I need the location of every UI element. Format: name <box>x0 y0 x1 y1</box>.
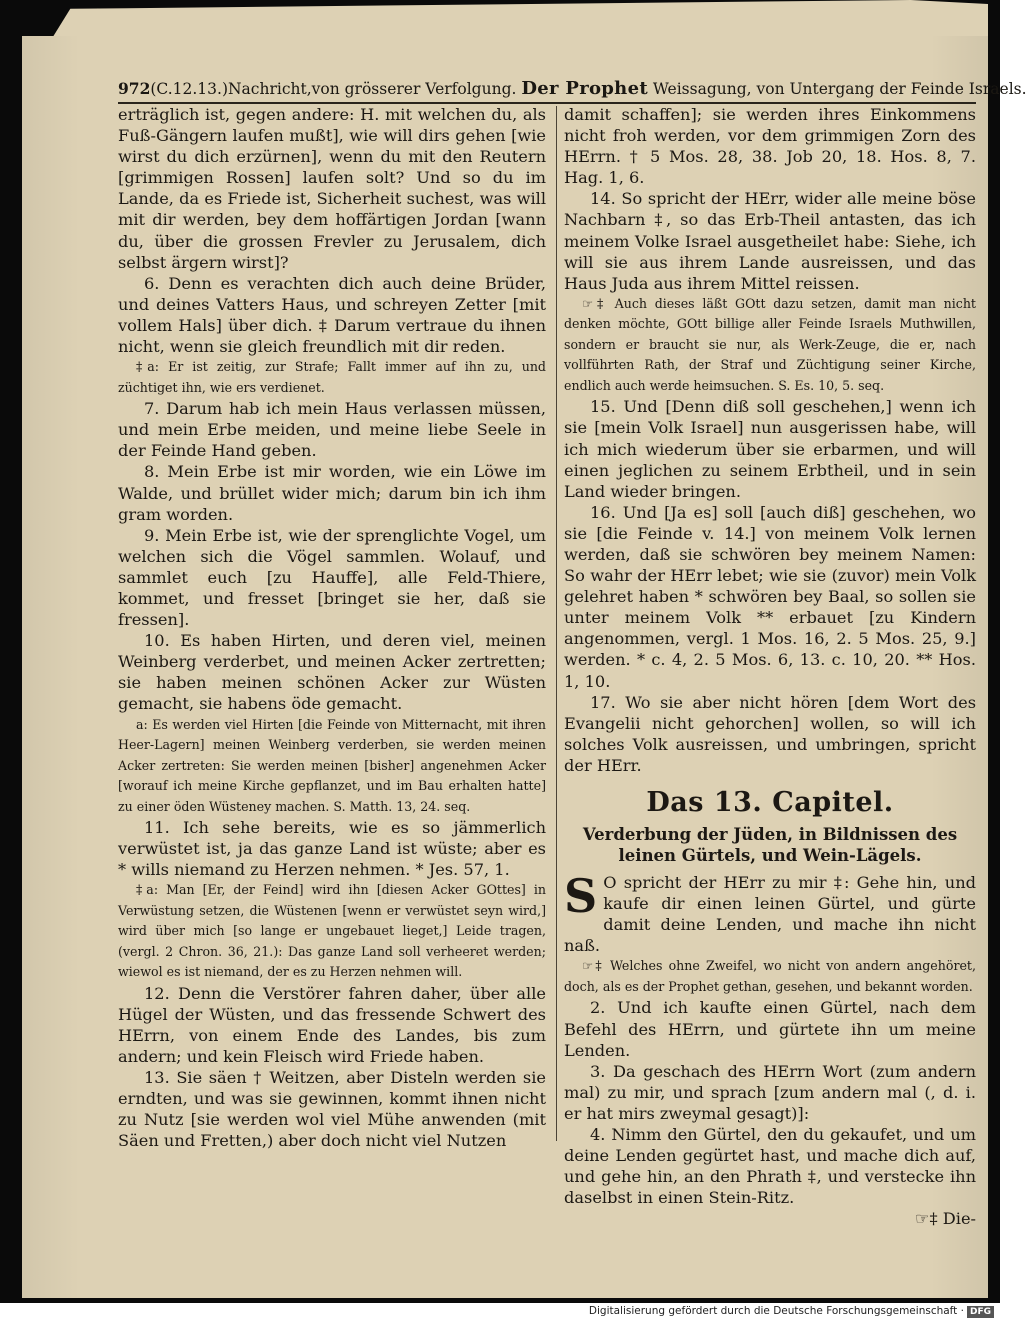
dfg-logo: DFG <box>967 1306 994 1318</box>
chapter-title: Das 13. Capitel. <box>646 787 894 819</box>
verse-text: O spricht der HErr zu mir ‡: Gehe hin, und kaufe dir einen leinen Gürtel, und gürte damit deine Lenden, und mache ihn nicht naß. <box>564 873 976 956</box>
verse: 17. Wo sie aber nicht hören [dem Wort des Evangelii nicht gehorchen] wollen, so will ich solches Volk ausreissen, und umbringen, spricht der HErr. <box>564 692 976 775</box>
continued-text: erträglich ist, gegen andere: H. mit welchen du, als Fuß-Gängern laufen mußt], wie will dirs gehen [wie wirst du dich erzürnen], wenn du mit den Reutern [grimmigen Rossen] laufen solt? Und so du im Lande, da es Friede ist, Sicherheit suchest, was will mit dir werden, bey dem hoffärtigen Jordan [wann du, über die grossen Frevler zu Jerusalem, dich selbst ärgern wirst]? <box>118 105 546 272</box>
commentary-note: ☞‡ Auch dieses läßt GOtt dazu setzen, damit man nicht denken möchte, GOtt billige aller Feinde Israels Muthwillen, sondern er braucht sie nur, als Werk-Zeuge, die er, nach vollführten Rath, der Straf und Züchtigung seiner Kirche, endlich auch werde heimsuchen. S. Es. 10, 5. seq. <box>564 295 976 393</box>
chapter-first-verse <box>564 869 976 956</box>
column-divider <box>556 106 557 1141</box>
verse: 9. Mein Erbe ist, wie der sprenglichte Vogel, um welchen sich die Vögel sammlen. Wolauf, und sammlet euch [zu Hauffe], alle Feld-Thiere, kommet, und fresset [bringet sie her, daß sie fressen]. <box>118 525 546 630</box>
verse: 11. Ich sehe bereits, wie es so jämmerlich verwüstet ist, ja das ganze Land ist wüste; aber es * wills niemand zu Herzen nehmen. * Jes. 57, 1. <box>118 818 546 880</box>
verse: 10. Es haben Hirten, und deren viel, meinen Weinberg verderbet, und meinen Acker zertretten; sie haben meinen schönen Acker zur Wüsten gemacht, sie habens öde gemacht. <box>118 631 546 714</box>
verse: 2. Und ich kaufte einen Gürtel, nach dem Befehl des HErrn, und gürtete ihn um meine Lenden. <box>564 998 976 1060</box>
verse: 12. Denn die Verstörer fahren daher, über alle Hügel der Wüsten, und das fressende Schwert des HErrn, von einem Ende des Landes, bis zum andern; und kein Fleisch wird Friede haben. <box>118 983 546 1067</box>
header-right-title: Weissagung, von Untergang der Feinde Israels. <box>652 80 1027 98</box>
catchword: ☞‡ Die- <box>915 1209 976 1229</box>
drop-capital: S <box>564 869 598 924</box>
left-column <box>118 104 546 1152</box>
chapter-summary: Verderbung der Jüden, in Bildnissen des leinen Gürtels, und Wein-Lägels. <box>582 825 958 866</box>
right-column <box>564 104 976 1229</box>
verse: 3. Da geschach des HErrn Wort (zum andern mal) zu mir, und sprach [zum andern mal (, d. i. er hat mirs zweymal gesagt)]: <box>564 1061 976 1123</box>
verse: 8. Mein Erbe ist mir worden, wie ein Löwe im Walde, und brüllet wider mich; darum bin ich ihm gram worden. <box>118 462 546 524</box>
verse: 4. Nimm den Gürtel, den du gekaufet, und um deine Lenden gegürtet hast, und mache dich auf, und gehe hin, an den Phrath ‡, und verstecke ihn daselbst in einen Stein-Ritz. <box>564 1124 976 1208</box>
verse: 7. Darum hab ich mein Haus verlassen müssen, und mein Erbe meiden, und meine liebe Seele in der Feinde Hand geben. <box>118 399 546 461</box>
verse: 6. Denn es verachten dich auch deine Brüder, und deines Vatters Haus, und schreyen Zetter [mit vollem Hals] über dich. ‡ Darum vertraue du ihnen nicht, wenn sie gleich freundlich mit dir reden. <box>118 273 546 357</box>
header-left-title: (C.12.13.)Nachricht,von grösserer Verfolgung. <box>150 80 517 98</box>
page-number: 972 <box>118 79 151 98</box>
verse: 13. Sie säen † Weitzen, aber Disteln werden sie erndten, und was sie gewinnen, kommt ihnen nicht zu Nutz [sie werden wol viel Mühe anwenden (mit Säen und Fretten,) aber doch nicht viel Nutzen <box>118 1068 546 1151</box>
commentary-note: ☞‡ Welches ohne Zweifel, wo nicht von andern angehöret, doch, als es der Prophet gethan, gesehen, und bekannt worden. <box>564 958 976 994</box>
verse: 16. Und [Ja es] soll [auch diß] geschehen, wo sie [die Feinde v. 14.] von meinem Volk lernen werden, daß sie schwören bey meinem Namen: So wahr der HErr lebet; wie sie (zuvor) mein Volk gelehret haben * schwören bey Baal, so sollen sie unter meinem Volk ** erbauet [zu Kindern angenommen, vergl. 1 Mos. 16, 2. 5 Mos. 25, 9.] werden. * c. 4, 2. 5 Mos. 6, 13. c. 10, 20. ** Hos. 1, 10. <box>564 502 976 691</box>
continued-text: damit schaffen]; sie werden ihres Einkommens nicht froh werden, vor dem grimmigen Zorn des HErrn. † 5 Mos. 28, 38. Job 20, 18. Hos. 8, 7. Hag. 1, 6. <box>564 105 976 188</box>
commentary-note: a: Es werden viel Hirten [die Feinde von Mitternacht, mit ihren Heer-Lagern] meinen Weinberg verderben, sie werden meinen Acker zertreten: Sie werden meinen [bisher] angenehmen Acker [worauf ich meine Kirche gepflanzet, und im Bau erhalten hatte] zu einer öden Wüsteney machen. S. Matth. 13, 24. seq. <box>118 716 546 814</box>
footer <box>0 1305 994 1321</box>
commentary-note: ‡a: Man [Er, der Feind] wird ihn [diesen Acker GOttes] in Verwüstung setzen, die Wüstenen [wenn er verwüstet seyn wird,] wird über mich [so lange er ungebauet lieget,] Leide tragen, (vergl. 2 Chron. 36, 21.): Das ganze Land soll verheeret werden; wiewol es ist niemand, der es zu Herzen nehmen will. <box>118 882 546 980</box>
commentary-note: ‡a: Er ist zeitig, zur Strafe; Fallt immer auf ihn zu, und züchtiget ihn, wie ers verdienet. <box>118 359 546 395</box>
footer-credit: Digitalisierung gefördert durch die Deutsche Forschungsgemeinschaft · <box>588 1305 964 1317</box>
header-center-title: Der Prophet <box>521 78 648 99</box>
verse: 14. So spricht der HErr, wider alle meine böse Nachbarn ‡, so das Erb-Theil antasten, das ich meinem Volke Israel ausgetheilet habe: Siehe, ich will sie aus ihrem Lande ausreissen, und das Haus Juda aus ihrem Mittel reissen. <box>564 189 976 293</box>
verse: 15. Und [Denn diß soll geschehen,] wenn ich sie [mein Volk Israel] nun ausgerissen habe, will ich mich wiederum über sie erbarmen, und will einen jeglichen zu seinem Erbtheil, und in sein Land wieder bringen. <box>564 397 976 501</box>
running-header <box>118 78 1027 102</box>
